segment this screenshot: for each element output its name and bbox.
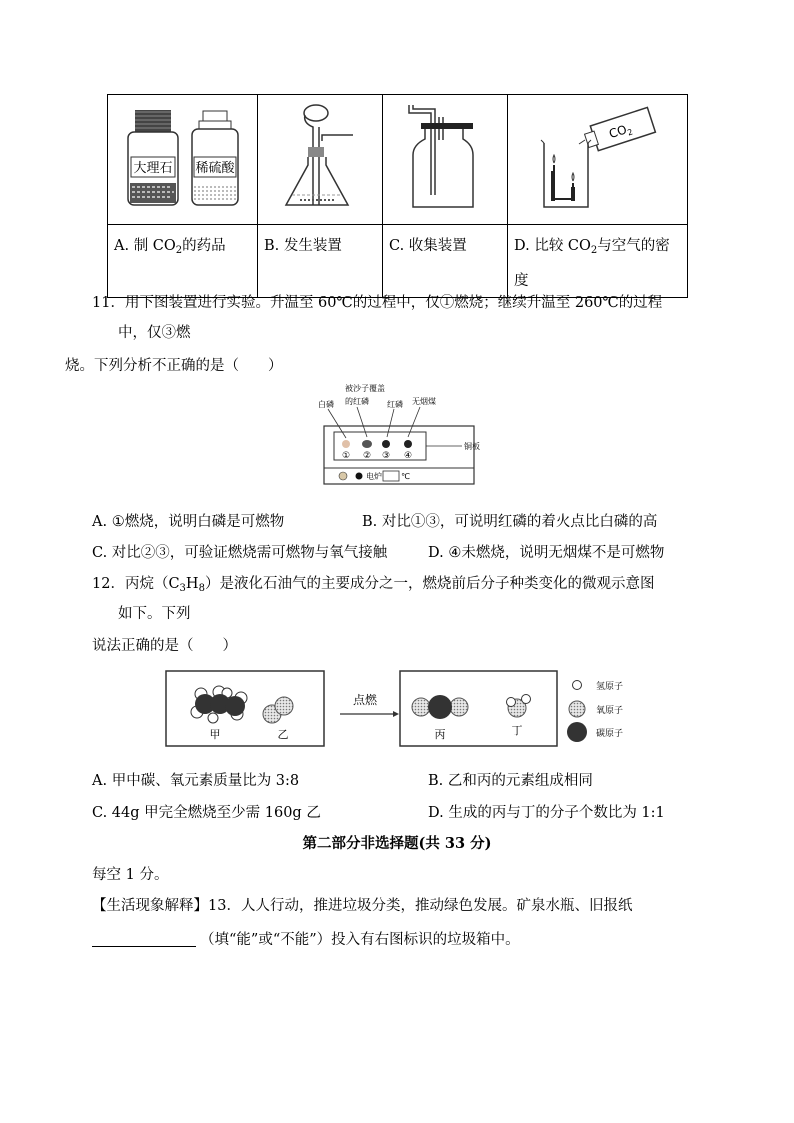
q12-option-b: B. 乙和丙的元素组成相同 xyxy=(428,773,593,789)
q13-line2: （填“能”或“不能”）投入有右图标识的垃圾箱中。 xyxy=(92,928,520,949)
part2-note: 每空 1 分。 xyxy=(92,867,169,883)
svg-text:点燃: 点燃 xyxy=(352,693,378,707)
water-molecule xyxy=(507,695,531,718)
short-candle xyxy=(571,187,575,201)
carbon-legend-icon xyxy=(567,722,587,742)
marble-label: 大理石 xyxy=(133,161,173,176)
q12-option-d: D. 生成的丙与丁的分子个数比为 1:1 xyxy=(428,805,665,821)
gas-generator-image xyxy=(258,95,383,220)
q11-line1: 11．用下图装置进行实验。升温至 60℃的过程中，仅①燃烧；继续升温至 260℃的过程 xyxy=(92,295,663,311)
q11-option-a: A. ①燃烧，说明白磷是可燃物 xyxy=(92,514,285,530)
svg-text:①: ① xyxy=(341,451,351,461)
beaker xyxy=(544,143,588,207)
svg-text:丙: 丙 xyxy=(434,728,446,741)
svg-text:被沙子覆盖: 被沙子覆盖 xyxy=(345,384,385,393)
svg-text:氧原子: 氧原子 xyxy=(596,706,624,716)
svg-text:甲: 甲 xyxy=(209,728,221,741)
reagents-cell xyxy=(108,95,258,225)
q11-option-b: B. 对比①③，可说明红磷的着火点比白磷的高 xyxy=(362,514,658,530)
oxygen-legend-icon xyxy=(569,701,585,717)
svg-text:白磷: 白磷 xyxy=(318,400,334,409)
q13-line1: 【生活现象解释】13．人人行动，推进垃圾分类，推动绿色发展。矿泉水瓶、旧报纸 xyxy=(92,898,633,914)
svg-text:碳原子: 碳原子 xyxy=(596,729,624,739)
svg-text:的红磷: 的红磷 xyxy=(345,397,369,406)
q11-option-d: D. ④未燃烧，说明无烟煤不是可燃物 xyxy=(428,545,665,561)
svg-text:②: ② xyxy=(362,451,372,461)
svg-text:红磷: 红磷 xyxy=(387,400,403,409)
hydrogen-legend-icon xyxy=(573,681,582,690)
q12-figure xyxy=(165,666,635,751)
q12-line3: 说法正确的是（ ） xyxy=(92,638,237,654)
q11-option-c: C. 对比②③，可验证燃烧需可燃物与氧气接触 xyxy=(92,545,388,561)
svg-text:④: ④ xyxy=(403,451,413,461)
gas-jar xyxy=(413,129,473,207)
svg-text:℃: ℃ xyxy=(401,472,410,481)
svg-text:CO2: $CO_2$ xyxy=(607,122,634,142)
white-phosphorus xyxy=(342,440,350,448)
q11-line3: 烧。下列分析不正确的是（ ） xyxy=(65,358,283,374)
acid-label: 稀硫酸 xyxy=(195,161,235,176)
reactants-box xyxy=(166,671,324,746)
caption-c: C. 收集装置 xyxy=(383,225,508,298)
caption-d: D. 比较 $CO_2$与空气的密度 xyxy=(508,225,688,298)
collector-cell xyxy=(383,95,508,225)
tall-candle xyxy=(551,171,555,201)
jar-cap xyxy=(135,110,171,132)
svg-text:电炉: 电炉 xyxy=(366,472,382,481)
caption-b: B. 发生装置 xyxy=(258,225,383,298)
q12-option-c: C. 44g 甲完全燃烧至少需 160g 乙 xyxy=(92,805,321,821)
reagent-bottles-image xyxy=(108,95,258,220)
generator-cell xyxy=(258,95,383,225)
red-phosphorus-sand xyxy=(362,440,372,448)
propane-molecule xyxy=(191,686,247,723)
svg-text:无烟煤: 无烟煤 xyxy=(412,397,436,406)
conical-flask xyxy=(286,157,348,205)
svg-text:③: ③ xyxy=(381,451,391,461)
svg-text:铜板: 铜板 xyxy=(464,442,480,451)
co2-molecule xyxy=(412,695,468,719)
gas-collector-image xyxy=(383,95,508,220)
caption-a: A. 制 $CO_2$的药品 xyxy=(108,225,258,298)
density-cell xyxy=(508,95,688,225)
q11-line2: 中，仅③燃 xyxy=(118,325,191,341)
apparatus-table xyxy=(107,94,688,298)
svg-text:乙: 乙 xyxy=(277,728,289,741)
co2-density-image xyxy=(508,95,688,220)
answer-blank[interactable] xyxy=(92,930,196,947)
part2-heading: 第二部分非选择题(共 33 分) xyxy=(302,835,492,852)
q12-option-a: A. 甲中碳、氧元素质量比为 3:8 xyxy=(92,773,300,789)
svg-text:氢原子: 氢原子 xyxy=(596,682,624,692)
anthracite xyxy=(404,440,412,448)
q12-line2: 如下。下列 xyxy=(118,606,191,622)
svg-text:丁: 丁 xyxy=(511,724,523,737)
red-phosphorus xyxy=(382,440,390,448)
oxygen-molecule xyxy=(263,697,293,723)
q12-line1: 12．丙烷$(C_3H_8)$是液化石油气的主要成分之一，燃烧前后分子种类变化的微观示意图 xyxy=(92,576,655,594)
q11-figure xyxy=(312,378,498,488)
